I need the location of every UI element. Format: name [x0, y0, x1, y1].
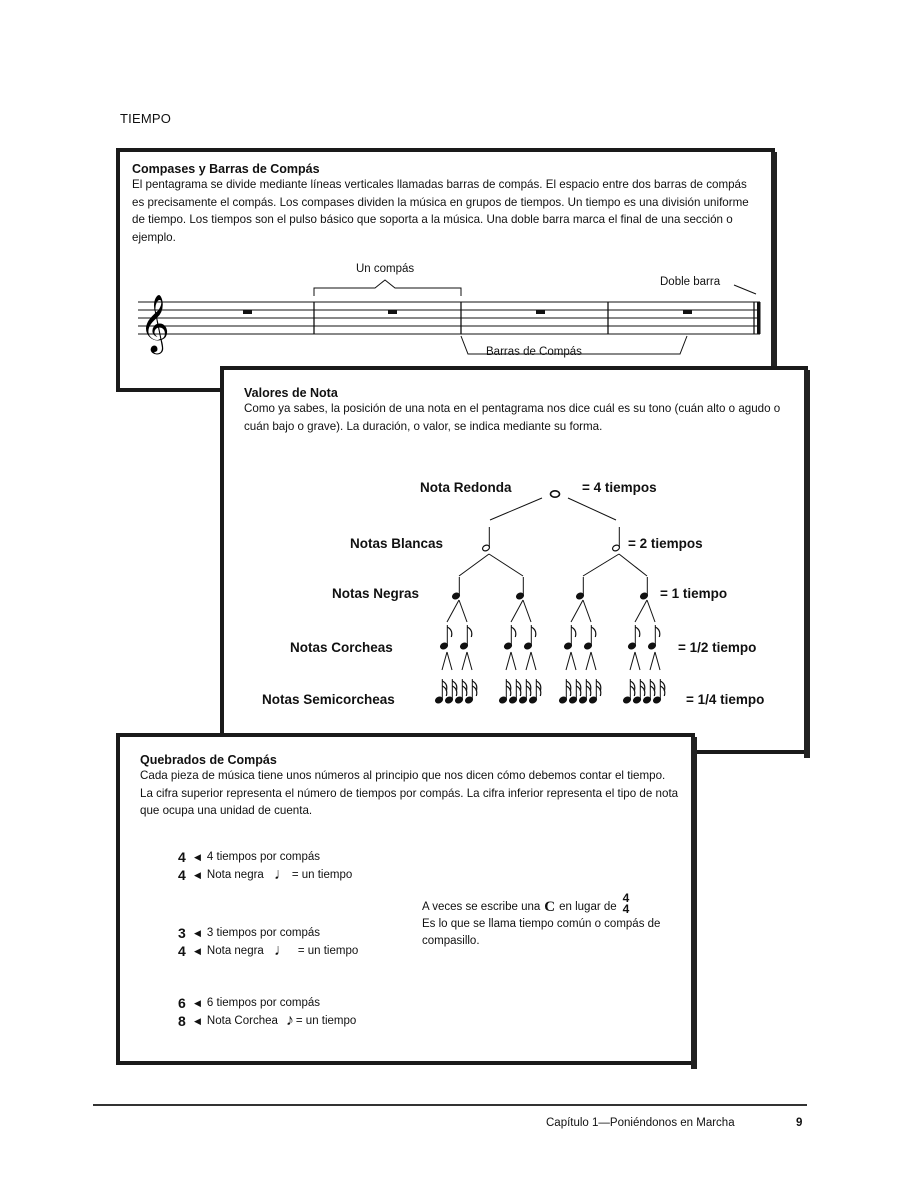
- common-time-note: [422, 890, 684, 950]
- tree-branch: [523, 600, 531, 622]
- box-shadow: [691, 737, 697, 1069]
- tree-branch: [459, 600, 467, 622]
- example-3-bottom: [178, 1012, 356, 1030]
- note-flag: [596, 686, 601, 696]
- box-shadow: [804, 370, 810, 758]
- common-time-line1b: en lugar de: [559, 901, 617, 913]
- tree-branch: [571, 652, 576, 670]
- label-double-bar: Doble barra: [660, 276, 721, 288]
- tree-branch: [630, 652, 635, 670]
- note-flag: [576, 686, 581, 696]
- label-half: Notas Blancas: [350, 536, 444, 551]
- example-2-bottom-number: 4: [178, 943, 186, 959]
- tree-branch: [459, 554, 489, 576]
- tree-branch: [566, 652, 571, 670]
- label-measure: Un compás: [356, 263, 415, 275]
- measures-body: El pentagrama se divide mediante líneas verticales llamadas barras de compás. El espacio entre dos barras de compás es precisamente el compás. Los compases dividen la música en grupos de tiempos. Un tiempo es una división uniforme de tiempo. Los tiempos son el pulso básico que soporta a la música. Una doble barra marca el final de una sección o ejemplo.: [132, 178, 749, 244]
- tree-branch: [506, 652, 511, 670]
- example-1-note-name: Nota negra: [206, 869, 264, 881]
- eighth-note-icon: ♪: [285, 1012, 294, 1029]
- example-1-bottom-number: 4: [178, 867, 186, 883]
- whole-rests: [243, 310, 692, 314]
- tree-branch: [489, 554, 523, 576]
- note-flag: [447, 627, 452, 637]
- note-flag: [536, 686, 541, 696]
- time-fraction: [622, 890, 630, 916]
- tree-branch: [650, 652, 655, 670]
- tree-branch: [511, 600, 523, 622]
- value-sixteenth: = 1/4 tiempo: [686, 692, 765, 707]
- footer-chapter: Capítulo 1—Poniéndonos en Marcha: [546, 1117, 735, 1129]
- note-flag: [660, 686, 665, 696]
- label-eighth: Notas Corcheas: [290, 640, 393, 655]
- time-signature-heading: Quebrados de Compás: [140, 753, 277, 767]
- example-1-top-number: 4: [178, 849, 186, 865]
- example-3-top-text: 6 tiempos por compás: [206, 997, 321, 1009]
- tree-branch: [526, 652, 531, 670]
- tree-branch: [467, 652, 472, 670]
- label-quarter: Notas Negras: [332, 586, 420, 601]
- time-signature-text: [140, 753, 680, 820]
- tree-branch: [531, 652, 536, 670]
- footer-rule: [93, 1104, 807, 1106]
- arrow-icon: ◀: [194, 869, 201, 880]
- tree-branch: [447, 652, 452, 670]
- tree-branch: [571, 600, 583, 622]
- note-flag: [635, 627, 640, 637]
- measures-box: [116, 148, 775, 392]
- treble-clef-icon: 𝄞: [140, 294, 170, 352]
- whole-note-icon: [551, 491, 560, 497]
- quarter-note-icon: ♩: [273, 942, 290, 959]
- common-time-line2: Es lo que se llama tiempo común o compás de compasillo.: [422, 918, 661, 947]
- value-half: = 2 tiempos: [628, 536, 703, 551]
- example-1-top-text: 4 tiempos por compás: [206, 851, 321, 863]
- note-flag: [506, 686, 511, 696]
- section-title: TIEMPO: [120, 111, 172, 126]
- example-2-note-name: Nota negra: [206, 945, 264, 957]
- quarter-note-icon: ♩: [273, 866, 290, 883]
- example-3-bottom-number: 8: [178, 1013, 186, 1029]
- time-signature-box: [116, 733, 695, 1065]
- example-1-top: [178, 849, 320, 865]
- example-2-top-number: 3: [178, 925, 186, 941]
- note-flag: [650, 686, 655, 696]
- label-sixteenth: Notas Semicorcheas: [262, 692, 395, 707]
- tree-branch: [583, 600, 591, 622]
- note-flag: [452, 686, 457, 696]
- example-3-top: [178, 995, 320, 1011]
- label-bar-lines: Barras de Compás: [486, 346, 582, 358]
- tree-branch: [591, 652, 596, 670]
- note-values-body: Como ya sabes, la posición de una nota en el pentagrama nos dice cuál es su tono (cuán alto o agudo o cuán bajo o grave). La duración, o valor, se indica mediante su forma.: [244, 402, 781, 433]
- note-values-heading: Valores de Nota: [244, 386, 338, 400]
- note-flag: [586, 686, 591, 696]
- example-2-top-text: 3 tiempos por compás: [206, 927, 321, 939]
- example-3-equals: = un tiempo: [295, 1015, 357, 1027]
- tree-branch: [619, 554, 647, 576]
- note-flag: [591, 627, 596, 637]
- arrow-icon: ◀: [194, 997, 201, 1008]
- example-2-top: [178, 925, 320, 941]
- note-flag: [516, 686, 521, 696]
- tree-branch: [635, 652, 640, 670]
- tree-branch: [568, 498, 616, 520]
- value-whole: = 4 tiempos: [582, 480, 657, 495]
- note-flag: [462, 686, 467, 696]
- note-flag: [630, 686, 635, 696]
- note-flag: [526, 686, 531, 696]
- tree-branch: [511, 652, 516, 670]
- tree-branch: [490, 498, 542, 520]
- note-flag: [511, 627, 516, 637]
- note-flag: [655, 627, 660, 637]
- fraction-bottom: 4: [622, 901, 630, 916]
- note-flag: [472, 686, 477, 696]
- note-tree-diagram: [224, 370, 804, 750]
- common-time-icon: C: [544, 899, 556, 915]
- arrow-icon: ◀: [194, 945, 201, 956]
- note-flag: [566, 686, 571, 696]
- note-flag: [467, 627, 472, 637]
- double-bar: [757, 302, 761, 334]
- arrow-icon: ◀: [194, 851, 201, 862]
- label-whole: Nota Redonda: [420, 480, 512, 495]
- measures-text: [132, 162, 762, 246]
- tree-branch: [635, 600, 647, 622]
- common-time-line1a: A veces se escribe una: [422, 901, 541, 913]
- tree-branch: [442, 652, 447, 670]
- example-3-top-number: 6: [178, 995, 186, 1011]
- example-2-equals: = un tiempo: [297, 945, 359, 957]
- example-1-equals: = un tiempo: [291, 869, 353, 881]
- box-shadow: [771, 152, 777, 396]
- footer-page-number: 9: [796, 1117, 803, 1129]
- time-signature-body: Cada pieza de música tiene unos números al principio que nos dicen cómo debemos contar el tiempo. La cifra superior representa el número de tiempos por compás. La cifra inferior representa el tipo de nota que ocupa una unidad de cuenta.: [140, 769, 679, 817]
- value-eighth: = 1/2 tiempo: [678, 640, 757, 655]
- tree-branch: [647, 600, 655, 622]
- measures-heading: Compases y Barras de Compás: [132, 162, 320, 176]
- tree-branch: [583, 554, 619, 576]
- fraction-top: 4: [622, 890, 630, 905]
- example-2-bottom: [178, 942, 358, 960]
- tree-branch: [462, 652, 467, 670]
- tree-branch: [447, 600, 459, 622]
- arrow-icon: ◀: [194, 1015, 201, 1026]
- note-flag: [640, 686, 645, 696]
- note-flag: [531, 627, 536, 637]
- value-quarter: = 1 tiempo: [660, 586, 728, 601]
- note-flag: [571, 627, 576, 637]
- arrow-icon: ◀: [194, 927, 201, 938]
- example-1-bottom: [178, 866, 352, 884]
- tree-branch: [586, 652, 591, 670]
- note-flag: [442, 686, 447, 696]
- tree-branch: [655, 652, 660, 670]
- example-3-note-name: Nota Corchea: [206, 1015, 278, 1027]
- note-values-box: [220, 366, 808, 754]
